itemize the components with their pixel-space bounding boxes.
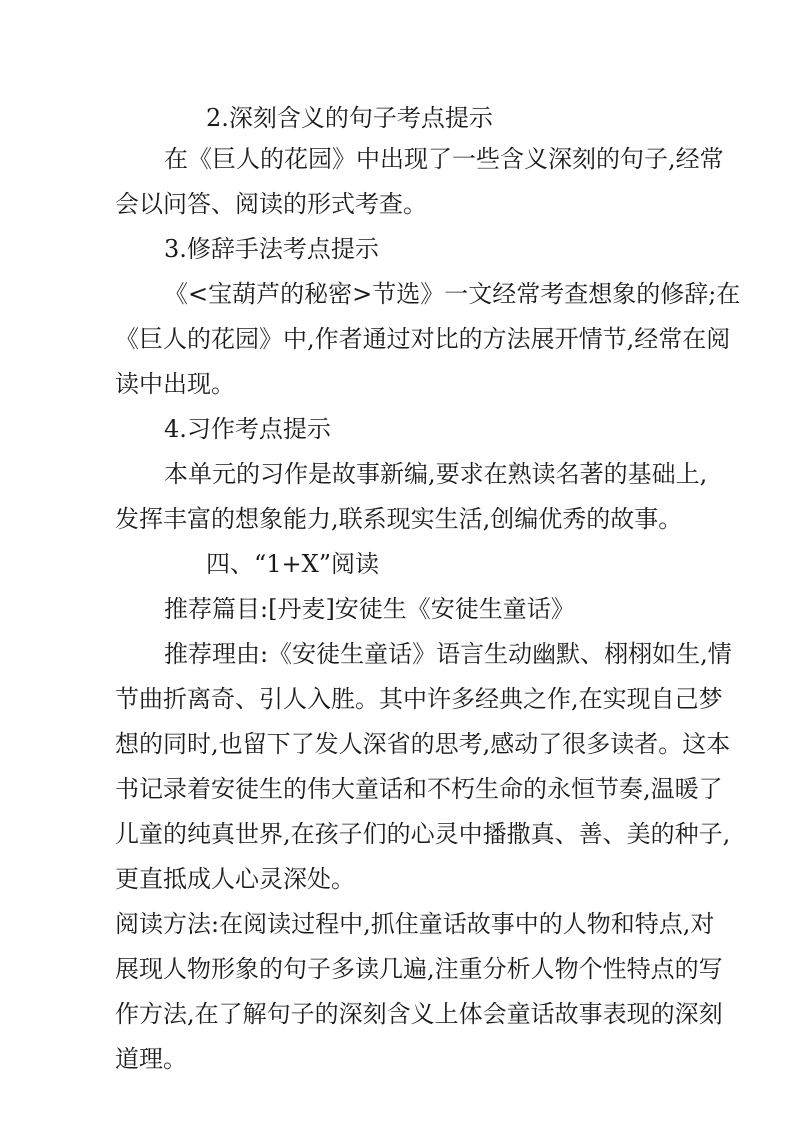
paragraph-line: 推荐理由:《安徒生童话》语言生动幽默、栩栩如生,情 [164, 640, 732, 668]
paragraph-line: 更直抵成人心灵深处。 [115, 865, 355, 893]
paragraph-line: 展现人物形象的句子多读几遍,注重分析人物个性特点的写 [115, 955, 723, 983]
section-title: 四、“1+X”阅读 [206, 550, 380, 578]
paragraph-line: 发挥丰富的想象能力,联系现实生活,创编优秀的故事。 [115, 505, 683, 533]
paragraph-line: 作方法,在了解句子的深刻含义上体会童话故事表现的深刻 [115, 1000, 723, 1028]
paragraph-line: 本单元的习作是故事新编,要求在熟读名著的基础上, [164, 460, 708, 488]
paragraph-line: 在《巨人的花园》中出现了一些含义深刻的句子,经常 [164, 145, 724, 173]
paragraph-line: 《<宝葫芦的秘密>节选》一文经常考查想象的修辞;在 [164, 280, 741, 308]
heading-writing: 4.习作考点提示 [164, 415, 331, 443]
paragraph-line: 会以问答、阅读的形式考查。 [115, 190, 427, 218]
paragraph-line: 想的同时,也留下了发人深省的思考,感动了很多读者。这本 [115, 730, 731, 758]
heading-deep-meaning: 2.深刻含义的句子考点提示 [206, 104, 493, 132]
paragraph-line: 《巨人的花园》中,作者通过对比的方法展开情节,经常在阅 [115, 325, 731, 353]
paragraph-line: 节曲折离奇、引人入胜。其中许多经典之作,在实现自己梦 [115, 685, 723, 713]
paragraph-line: 阅读方法:在阅读过程中,抓住童话故事中的人物和特点,对 [115, 910, 715, 938]
recommend-title: 推荐篇目:[丹麦]安徒生《安徒生童话》 [164, 595, 575, 623]
paragraph-line: 读中出现。 [115, 370, 235, 398]
paragraph-line: 道理。 [115, 1045, 187, 1073]
paragraph-line: 书记录着安徒生的伟大童话和不朽生命的永恒节奏,温暖了 [115, 775, 723, 803]
heading-rhetoric: 3.修辞手法考点提示 [164, 235, 379, 263]
paragraph-line: 儿童的纯真世界,在孩子们的心灵中播撒真、善、美的种子, [115, 820, 731, 848]
